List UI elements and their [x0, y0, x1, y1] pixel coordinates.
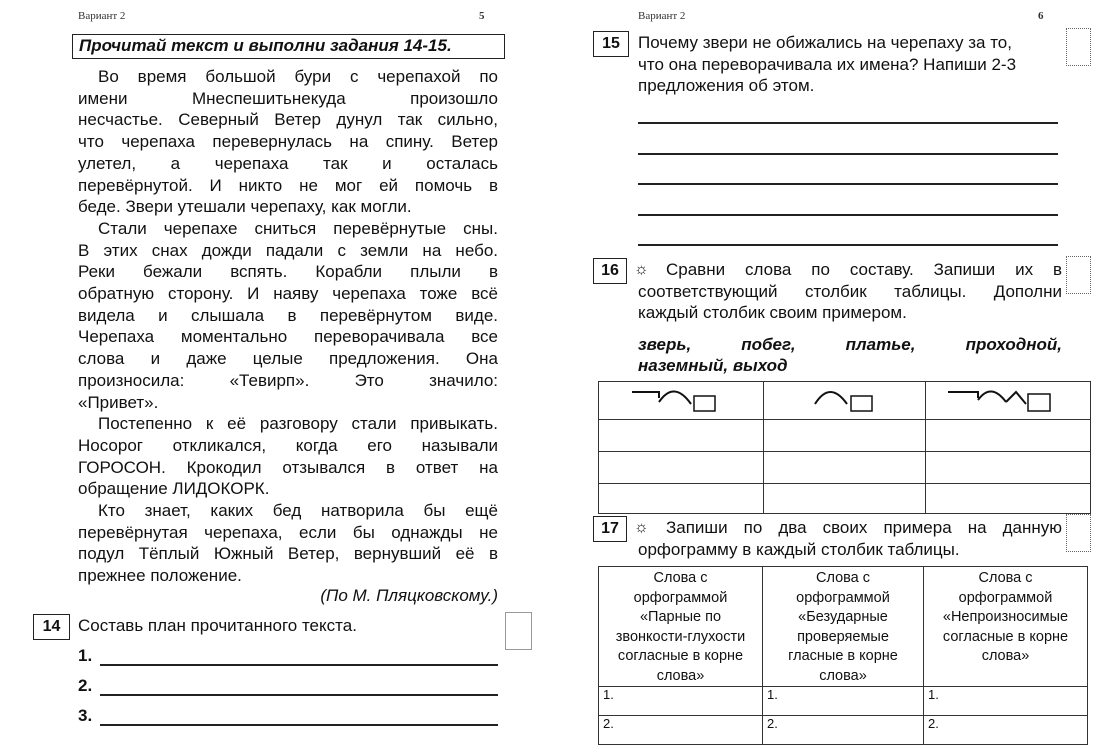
table-cell[interactable]	[764, 452, 926, 484]
story-line: В этих снах дожди падали с земли на небо.	[78, 240, 498, 260]
task-14-text: Составь план прочитанного текста.	[78, 616, 357, 635]
story-line: беде. Звери утешали черепаху, как могли.	[78, 197, 412, 217]
header-line: «Непроизносимые	[942, 609, 1069, 625]
task-16-score-box	[1066, 256, 1091, 294]
header-line: Слова с	[978, 570, 1033, 586]
story-line: имени Мнеспешитьнекуда произошло	[78, 88, 498, 108]
sun-icon: ☼	[634, 261, 649, 278]
table-cell[interactable]	[599, 420, 764, 452]
scheme-prefix-root-ending	[599, 382, 764, 420]
story-line: что черепаха перевернулась на спину. Ветер	[78, 132, 498, 152]
task-15-line: что она переворачивала их имена? Напиши 2-3	[638, 54, 1017, 74]
plan-item-1-line[interactable]	[100, 664, 498, 666]
story-line: Стали черепахе сниться перевёрнутые сны.	[98, 218, 498, 238]
answer-line[interactable]	[638, 214, 1058, 216]
morpheme-scheme-icon	[926, 382, 1090, 414]
morpheme-table	[598, 381, 1091, 514]
scheme-prefix-root-suffix-ending	[926, 382, 1091, 420]
task-16-number: 16	[593, 258, 627, 284]
left-header-variant: Вариант 2	[78, 10, 126, 22]
task-15-text	[638, 32, 1063, 97]
story-line: перевёрнутой. И никто не мог ей помочь в	[78, 175, 498, 195]
answer-cell[interactable]: 2.	[599, 716, 763, 745]
header-line: звонкости-глухости	[615, 628, 746, 645]
plan-item-1-label: 1.	[78, 646, 93, 665]
header-line: гласные в корне	[788, 648, 898, 664]
answer-cell[interactable]: 1.	[599, 687, 763, 716]
answer-cell[interactable]: 1.	[924, 687, 1088, 716]
story-line: Постепенно к её разговору стали привыкать.	[98, 414, 498, 434]
table-cell[interactable]	[599, 484, 764, 514]
task-17-score-box	[1066, 514, 1091, 552]
header-line: Слова с	[653, 570, 708, 586]
scheme-root-ending	[764, 382, 926, 420]
plan-item-2-label: 2.	[78, 676, 93, 695]
word: зверь,	[638, 335, 692, 354]
story-line: слова и даже целые предложения. Она	[78, 349, 498, 369]
story-line: Носорог откликался, когда его называли	[78, 435, 498, 455]
answer-cell[interactable]: 2.	[763, 716, 924, 745]
table-cell[interactable]	[926, 452, 1091, 484]
task-14-score-box	[505, 612, 532, 650]
answer-line[interactable]	[638, 153, 1058, 155]
morpheme-scheme-icon	[764, 382, 925, 414]
story-line: несчастье. Северный Ветер дунул так сильно,	[78, 110, 498, 130]
task-16-line: Сравни слова по составу. Запиши их в	[666, 260, 1062, 279]
task-17-text	[638, 517, 1062, 560]
column-header	[599, 567, 763, 687]
story-line: улетел, а черепаха так и осталась	[78, 153, 498, 173]
story-source: (По М. Пляцковскому.)	[320, 586, 498, 605]
story-text	[78, 66, 498, 587]
task-15-number: 15	[593, 31, 629, 57]
story-line: Кто знает, каких бед натворила бы ещё	[98, 501, 498, 521]
table-cell[interactable]	[599, 452, 764, 484]
header-line: орфограммой	[633, 589, 728, 606]
header-line: «Безударные	[798, 609, 888, 625]
task-16-line: соответствующий столбик таблицы. Дополни	[638, 281, 1062, 301]
story-line: обратную сторону. И наяву черепаха тоже всё	[78, 284, 498, 304]
story-line: перевёрнутая черепаха, если бы однажды не	[78, 522, 498, 542]
answer-line[interactable]	[638, 183, 1058, 185]
header-line: согласные в корне	[942, 628, 1069, 645]
header-line: Слова с	[815, 570, 871, 586]
task-16-words-line2: наземный, выход	[638, 356, 788, 375]
task-14-number: 14	[33, 614, 70, 640]
task-16-text	[638, 259, 1062, 324]
task-17-line: Запиши по два своих примера на данную	[666, 518, 1062, 537]
left-page-number: 5	[479, 10, 485, 22]
task-15-line: предложения об этом.	[638, 76, 815, 96]
story-line: обращение ЛИДОКОРК.	[78, 479, 270, 499]
plan-item-2-line[interactable]	[100, 694, 498, 696]
header-line: орфограммой	[796, 589, 890, 606]
story-line: подул Тёплый Южный Ветер, вернувший её в	[78, 544, 498, 564]
header-line: слова»	[981, 648, 1030, 664]
task-17-number: 17	[593, 516, 627, 542]
word: побег,	[741, 335, 796, 354]
morpheme-scheme-icon	[599, 382, 763, 414]
task-17-line: орфограмму в каждый столбик таблицы.	[638, 539, 960, 559]
word: платье,	[845, 335, 916, 354]
sun-icon: ☼	[634, 519, 649, 536]
task-16-words	[638, 334, 1062, 355]
word: проходной,	[965, 335, 1062, 354]
task-15-score-box	[1066, 28, 1091, 66]
plan-item-3-label: 3.	[78, 706, 93, 725]
reading-title: Прочитай текст и выполни задания 14-15.	[72, 34, 505, 59]
header-line: проверяемые	[797, 628, 889, 645]
answer-cell[interactable]: 1.	[763, 687, 924, 716]
table-cell[interactable]	[926, 484, 1091, 514]
story-line: «Привет».	[78, 392, 159, 412]
header-line: орфограммой	[958, 589, 1053, 606]
task-16-line: каждый столбик своим примером.	[638, 303, 907, 323]
right-header-variant: Вариант 2	[638, 10, 686, 22]
table-cell[interactable]	[764, 420, 926, 452]
answer-line[interactable]	[638, 244, 1058, 246]
header-line: согласные в корне	[617, 648, 744, 664]
story-line: видела и слышала в перевёрнутом виде.	[78, 305, 498, 325]
plan-item-3-line[interactable]	[100, 724, 498, 726]
story-line: произносила: «Тевирп». Это значило:	[78, 370, 498, 390]
column-header	[763, 567, 924, 687]
story-line: ГОРОСОН. Крокодил отзывался в ответ на	[78, 457, 498, 477]
header-line: «Парные по	[639, 609, 722, 625]
column-header	[924, 567, 1088, 687]
task-15-line: Почему звери не обижались на черепаху за то,	[638, 33, 1012, 52]
table-cell[interactable]	[764, 484, 926, 514]
story-line: Реки бежали вспять. Корабли плыли в	[78, 262, 498, 282]
story-line: Во время большой бури с черепахой по	[98, 67, 498, 86]
spelling-table	[598, 566, 1088, 745]
table-cell[interactable]	[926, 420, 1091, 452]
answer-cell[interactable]: 2.	[924, 716, 1088, 745]
header-line: слова»	[656, 667, 705, 684]
story-line: Черепаха моментально переворачивала все	[78, 327, 498, 347]
header-line: слова»	[819, 667, 867, 684]
answer-line[interactable]	[638, 122, 1058, 124]
story-line: прежнее положение.	[78, 566, 242, 586]
right-page-number: 6	[1038, 10, 1044, 22]
